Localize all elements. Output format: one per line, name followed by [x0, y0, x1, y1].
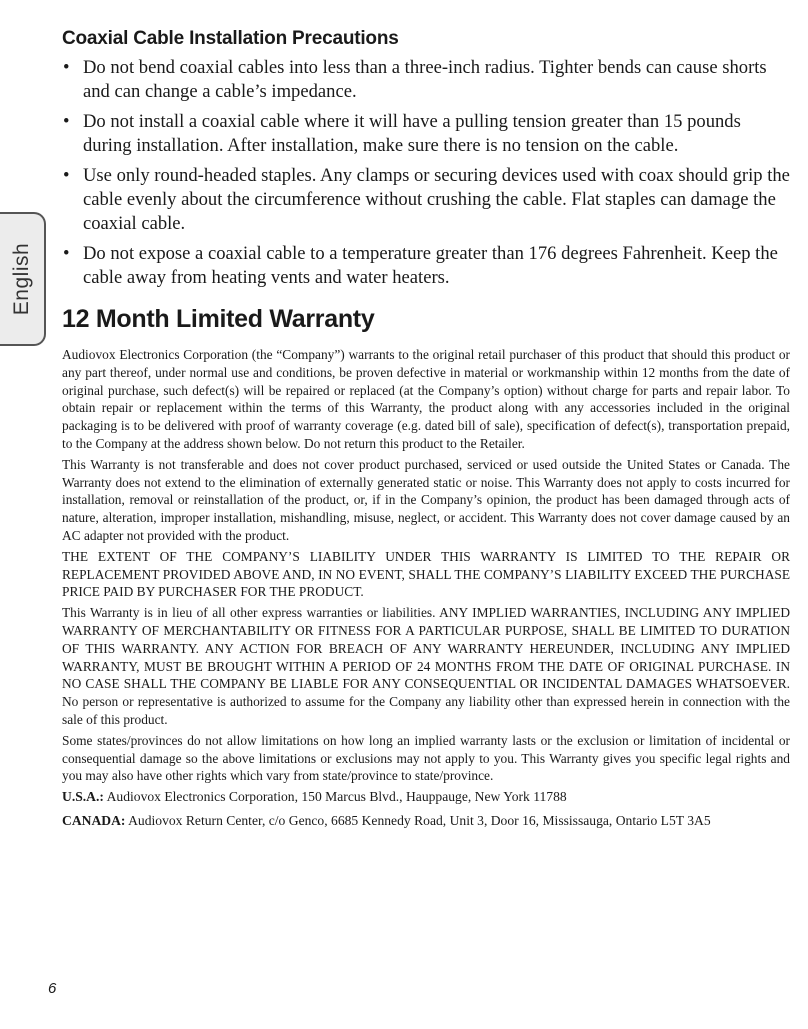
usa-address-text: Audiovox Electronics Corporation, 150 Marcus Blvd., Hauppauge, New York 11788 — [106, 789, 567, 805]
warranty-paragraph: Audiovox Electronics Corporation (the “Company”) warrants to the original retail purchaser of this product that should this product or any part thereof, under normal use and conditions, be proven defective in material or workmanship within 12 months from the date of original purchase, such defect(s) will be repaired or replaced (at the Company’s option) without charge for parts and repair labor. To obtain repair or replacement within the terms of this Warranty, the product along with any accessories included in the original packaging is to be delivered with proof of warranty coverage (e.g. dated bill of sale), specification of defect(s), transportation prepaid, to the Company at the address shown below. Do not return this product to the Retailer. — [62, 347, 790, 451]
page-content — [62, 28, 790, 836]
canada-address — [62, 812, 790, 830]
warranty-paragraph: This Warranty is not transferable and does not cover product purchased, serviced or used outside the United States or Canada. The Warranty does not extend to the elimination of externally generated static or noise. This Warranty does not apply to costs incurred for installation, removal or reinstallation of the product, or, if in the Company’s opinion, the product has been damaged through acts of nature, alteration, improper installation, mishandling, misuse, neglect, or accident. This Warranty does not cover damage caused by an AC adapter not provided with the product. — [62, 456, 790, 543]
canada-address-text: Audiovox Return Center, c/o Genco, 6685 Kennedy Road, Unit 3, Door 16, Mississauga, Ontario L5T 3A5 — [128, 813, 711, 829]
warranty-heading: 12 Month Limited Warranty — [62, 305, 375, 333]
warranty-paragraph: Some states/provinces do not allow limitations on how long an implied warranty lasts or the exclusion or limitation of incidental or consequential damage so the above limitations or exclusions may not apply to you. This Warranty gives you specific legal rights and you may also have other rights which vary from state/province to state/province. — [62, 732, 790, 784]
warranty-liability-paragraph: THE EXTENT OF THE COMPANY’S LIABILITY UNDER THIS WARRANTY IS LIMITED TO THE REPAIR OR REPLACEMENT PROVIDED ABOVE AND, IN NO EVENT, SHALL THE COMPANY’S LIABILITY EXCEED THE PURCHASE PRICE PAID BY PURCHASER FOR THE PRODUCT. — [62, 548, 790, 600]
usa-address — [62, 788, 790, 806]
usa-label: U.S.A.: — [62, 789, 104, 805]
warranty-paragraph: This Warranty is in lieu of all other express warranties or liabilities. ANY IMPLIED WARRANTIES, INCLUDING ANY IMPLIED WARRANTY OF MERCHANTABILITY OR FITNESS FOR A PARTICULAR PURPOSE, SHALL BE LIMITED TO DURATION OF THIS WARRANTY. ANY ACTION FOR BREACH OF ANY WARRANTY HEREUNDER, INCLUDING ANY IMPLIED WARRANTY, MUST BE BROUGHT WITHIN A PERIOD OF 24 MONTHS FROM THE DATE OF ORIGINAL PURCHASE. IN NO CASE SHALL THE COMPANY BE LIABLE FOR ANY CONSEQUENTIAL OR INCIDENTAL DAMAGES WHATSOEVER. No person or representative is authorized to assume for the Company any liability other than expressed herein in connection with the sale of this product. — [62, 605, 790, 727]
list-item: • Use only round-headed staples. Any clamps or securing devices used with coax should grip the cable evenly about the circumference without crushing the cable. Flat staples can damage the coaxial cable. — [62, 164, 790, 236]
coax-heading: Coaxial Cable Installation Precautions — [62, 28, 399, 49]
coax-precautions-list — [62, 56, 790, 290]
list-item: • Do not install a coaxial cable where it will have a pulling tension greater than 15 pounds during installation. After installation, make sure there is no tension on the cable. — [62, 110, 790, 158]
list-item: • Do not bend coaxial cables into less than a three-inch radius. Tighter bends can cause shorts and can change a cable’s impedance. — [62, 56, 790, 104]
language-tab — [0, 212, 46, 346]
canada-label: CANADA: — [62, 813, 126, 829]
page-number: 6 — [48, 980, 57, 997]
list-item: • Do not expose a coaxial cable to a temperature greater than 176 degrees Fahrenheit. Keep the cable away from heating vents and water heaters. — [62, 242, 790, 290]
language-tab-label: English — [10, 242, 33, 316]
